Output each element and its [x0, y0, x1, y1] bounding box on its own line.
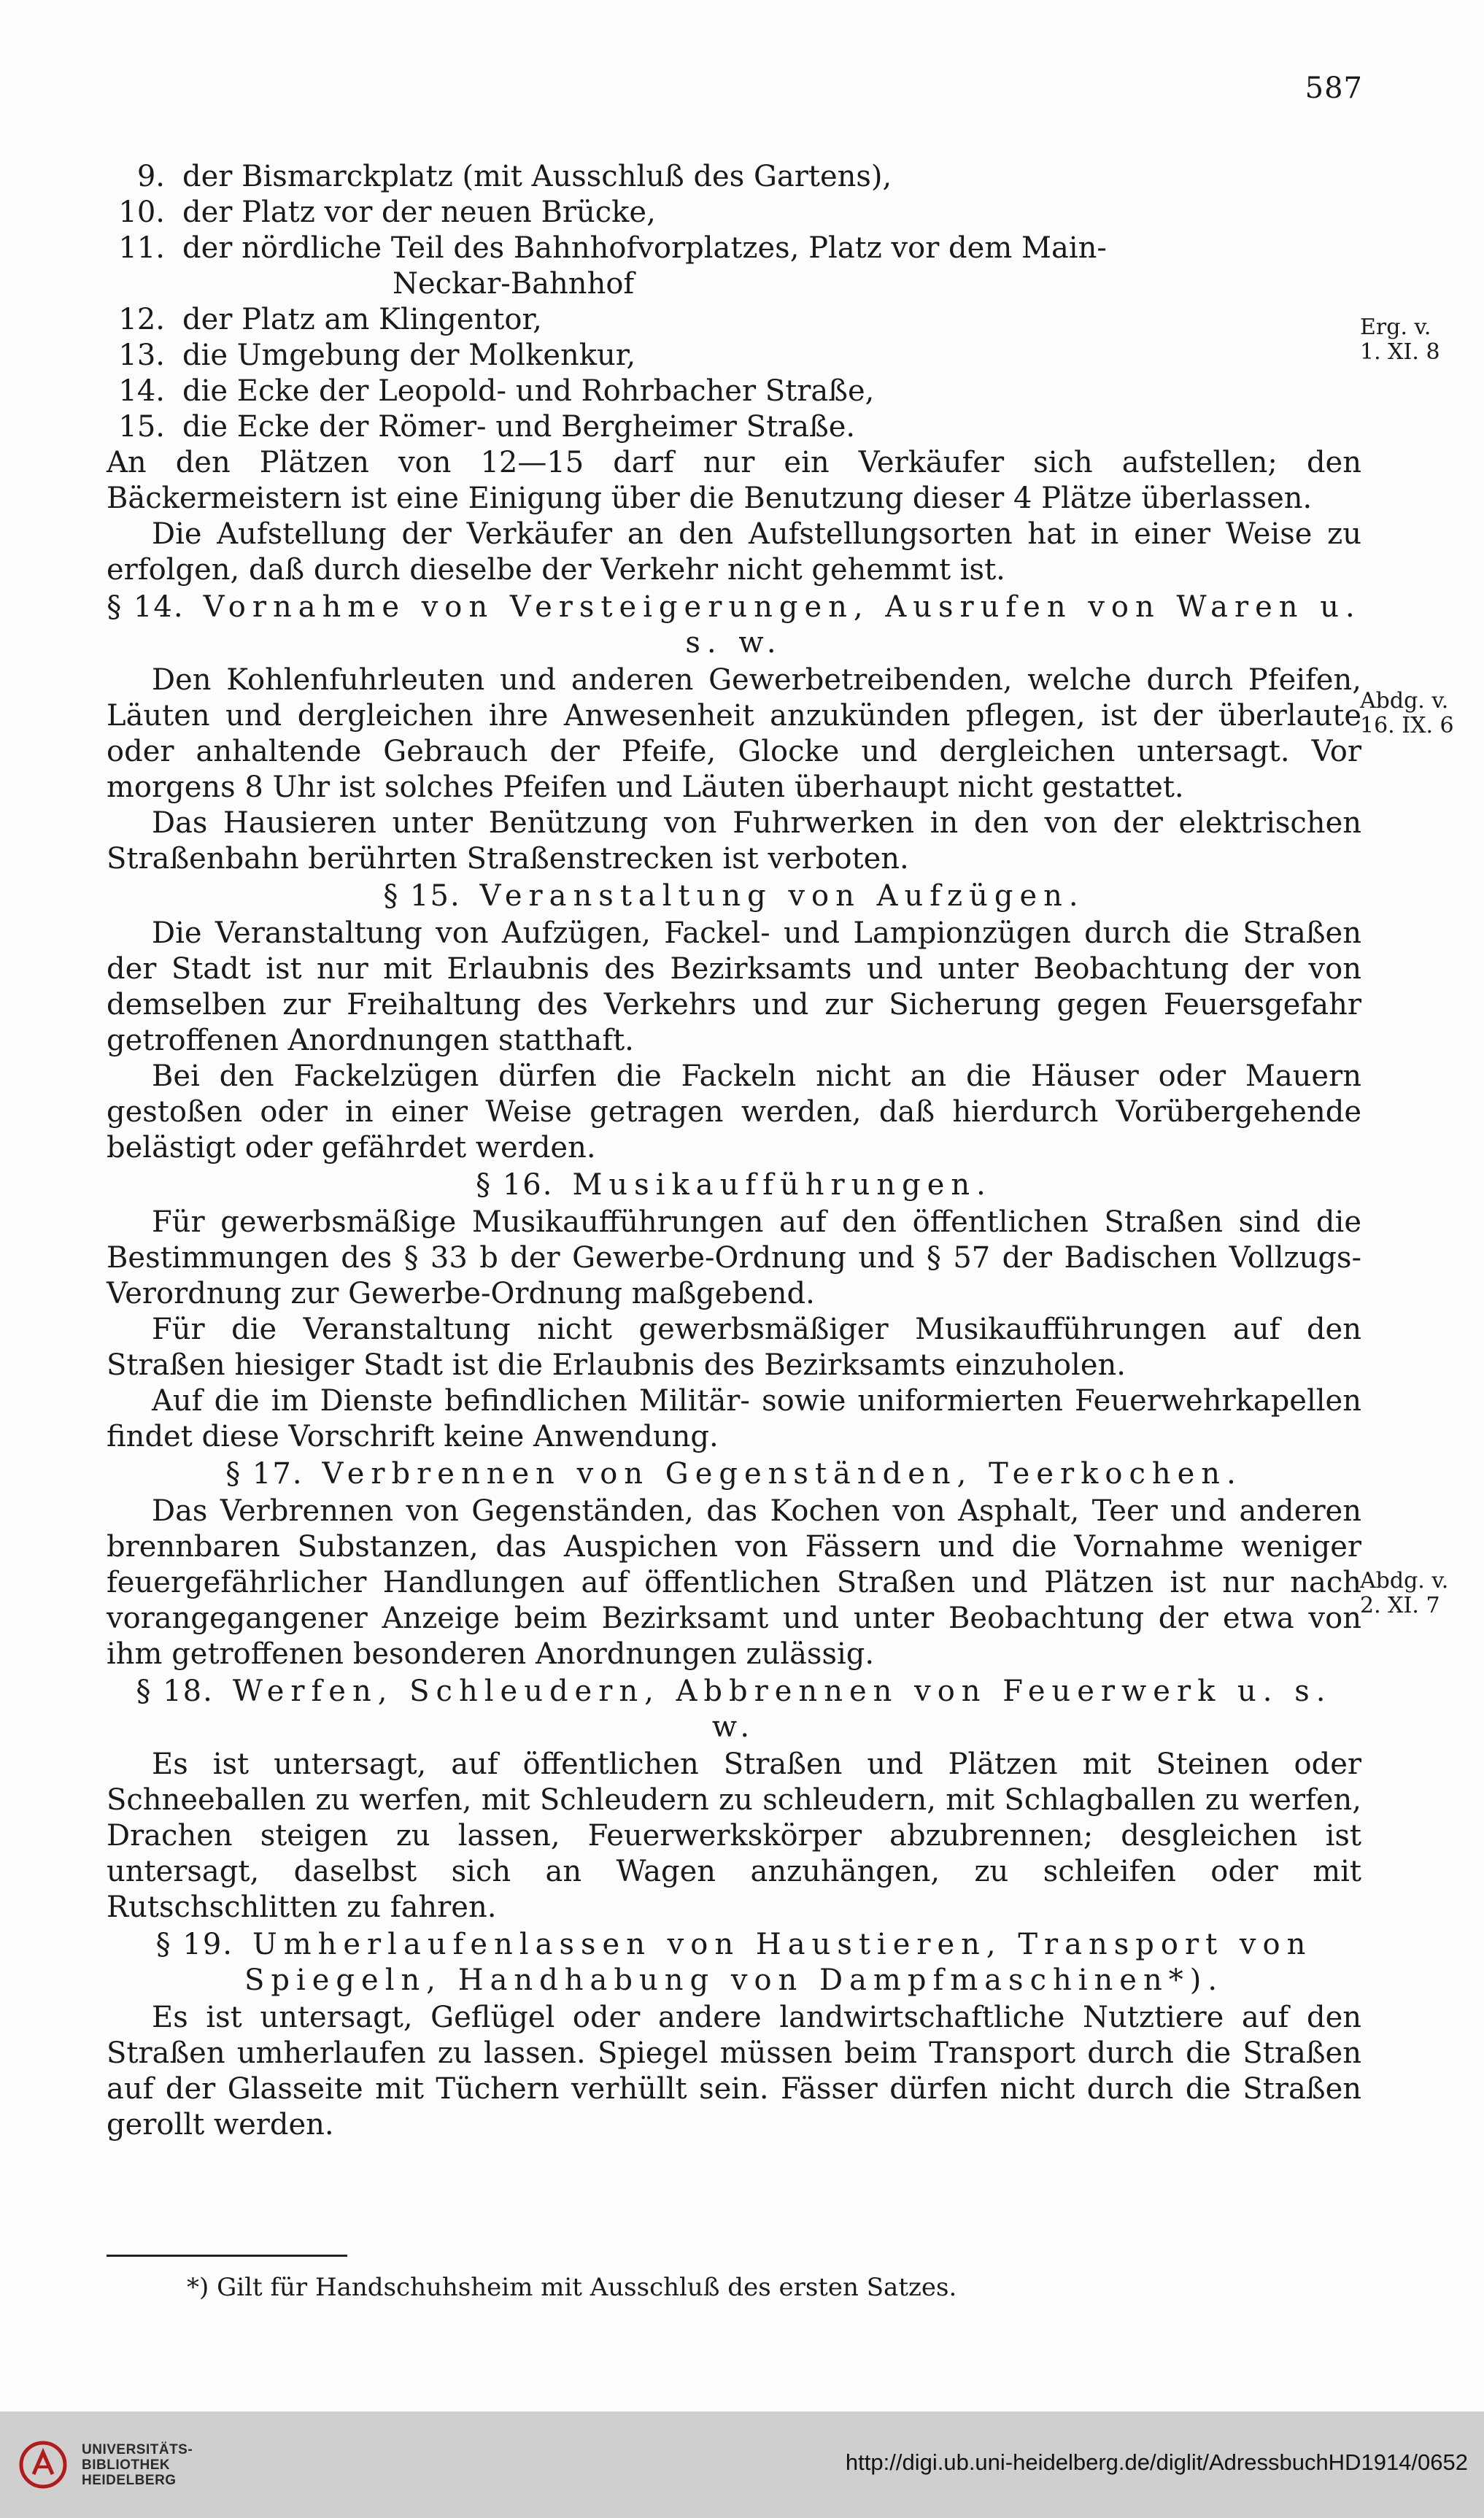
section-title: Verbrennen von Gegenständen, Teerkochen.: [322, 1457, 1243, 1491]
item-number: 9.: [136, 160, 165, 193]
paragraph: Das Hausieren unter Benützung von Fuhrwerken in den von der elektrischen Straßenbahn berührten Straßenstrecken ist verboten.: [107, 806, 1361, 876]
institution-name: [82, 2442, 193, 2488]
section-heading: [107, 878, 1361, 914]
section-heading: [107, 1167, 1361, 1203]
paragraph: Bei den Fackelzügen dürfen die Fackeln nicht an die Häuser oder Mauern gestoßen oder in einer Weise getragen werden, daß hierdurch Vorübergehende belästigt oder gefährdet werden.: [107, 1059, 1361, 1165]
paragraph: Für die Veranstaltung nicht gewerbsmäßiger Musikaufführungen auf den Straßen hiesiger Stadt ist die Erlaubnis des Bezirksamts einzuholen.: [107, 1313, 1361, 1382]
paragraph: An den Plätzen von 12—15 darf nur ein Verkäufer sich aufstellen; den Bäckermeistern ist eine Einigung über die Benutzung dieser 4 Plätze überlassen.: [107, 446, 1361, 515]
section-heading: [107, 1927, 1361, 1998]
institution-line: BIBLIOTHEK: [82, 2457, 171, 2473]
list-item-continuation: [107, 266, 1361, 302]
item-text: die Umgebung der Molkenkur,: [182, 339, 636, 372]
institution-line: HEIDELBERG: [82, 2473, 177, 2488]
margin-note: [1360, 689, 1469, 738]
viewer-footer: [0, 2411, 1484, 2518]
paragraph: Für gewerbsmäßige Musikaufführungen auf den öffentlichen Straßen sind die Bestimmungen des § 33 b der Gewerbe-Ordnung und § 57 der Badischen Vollzugs-Verordnung zur Gewerbe-Ordnung maßgebend.: [107, 1205, 1361, 1310]
section-number: § 15.: [383, 879, 461, 913]
item-number: 14.: [118, 374, 165, 408]
section-number: § 14.: [107, 590, 185, 624]
list-item: [107, 409, 1361, 445]
section-title: Vornahme von Versteigerungen, Ausrufen von Waren u. s. w.: [203, 590, 1361, 660]
item-number: 11.: [118, 231, 165, 265]
item-number: 13.: [118, 339, 165, 372]
list-item: [107, 338, 1361, 374]
margin-note-line: Erg. v.: [1360, 314, 1431, 340]
list-item: [107, 302, 1361, 338]
paragraph: Auf die im Dienste befindlichen Militär- sowie uniformierten Feuerwehrkapellen findet diese Vorschrift keine Anwendung.: [107, 1384, 1361, 1453]
library-seal-icon: [19, 2441, 67, 2489]
section-heading: [107, 590, 1361, 661]
item-text-continuation: Neckar-Bahnhof: [393, 267, 635, 301]
paragraph: Es ist untersagt, Geflügel oder andere landwirtschaftliche Nutztiere auf den Straßen umherlaufen zu lassen. Spiegel müssen beim Transport durch die Straßen auf der Glasseite mit Tüchern verhüllt sein. Fässer dürfen nicht durch die Straßen gerollt werden.: [107, 2001, 1361, 2142]
section-title: Umherlaufenlassen von Haustieren, Transport von Spiegeln, Handhabung von Dampfmaschinen*).: [244, 1928, 1313, 1997]
item-text: die Ecke der Leopold- und Rohrbacher Straße,: [182, 374, 875, 408]
margin-note: [1360, 315, 1469, 365]
numbered-list: [107, 159, 1361, 445]
item-number: 15.: [118, 410, 165, 444]
list-item: [107, 231, 1361, 266]
list-item: [107, 159, 1361, 195]
section-title: Werfen, Schleudern, Abbrennen von Feuerwerk u. s. w.: [232, 1675, 1332, 1744]
item-text: der Platz vor der neuen Brücke,: [182, 196, 656, 229]
section-heading: [107, 1456, 1361, 1492]
margin-note-line: 1. XI. 8: [1360, 339, 1440, 365]
text-column: [107, 159, 1361, 2143]
list-item: [107, 195, 1361, 231]
item-text: der nördliche Teil des Bahnhofvorplatzes, Platz vor dem Main-: [182, 231, 1107, 265]
margin-note-line: Abdg. v.: [1360, 1568, 1449, 1594]
item-text: die Ecke der Römer- und Bergheimer Straße.: [182, 410, 856, 444]
item-number: 10.: [118, 196, 165, 229]
margin-note: [1360, 1569, 1469, 1618]
margin-note-line: 2. XI. 7: [1360, 1593, 1440, 1618]
list-item: [107, 374, 1361, 409]
item-text: der Platz am Klingentor,: [182, 303, 542, 336]
paragraph: Die Veranstaltung von Aufzügen, Fackel- und Lampionzügen durch die Straßen der Stadt ist nur mit Erlaubnis des Bezirksamts und unter Beobachtung der von demselben zur Freihaltung des Verkehrs und zur Sicherung gegen Feuersgefahr getroffenen Anordnungen statthaft.: [107, 916, 1361, 1057]
section-number: § 19.: [155, 1928, 233, 1961]
paragraph: Das Verbrennen von Gegenständen, das Kochen von Asphalt, Teer und anderen brennbaren Substanzen, das Auspichen von Fässern und die Vornahme weniger feuergefährlicher Handlungen auf öffentlichen Straßen und Plätzen ist nur nach vorangegangener Anzeige beim Bezirksamt und unter Beobachtung der etwa von ihm getroffenen besonderen Anordnungen zulässig.: [107, 1494, 1361, 1671]
section-heading: [107, 1674, 1361, 1745]
section-number: § 18.: [136, 1675, 214, 1708]
item-text: der Bismarckplatz (mit Ausschluß des Gartens),: [182, 160, 892, 193]
margin-note-line: 16. IX. 6: [1360, 713, 1454, 738]
page-number: 587: [1305, 72, 1363, 105]
institution-line: UNIVERSITÄTS-: [82, 2442, 193, 2457]
paragraph: Die Aufstellung der Verkäufer an den Aufstellungsorten hat in einer Weise zu erfolgen, daß durch dieselbe der Verkehr nicht gehemmt ist.: [107, 517, 1361, 587]
source-url-link[interactable]: http://digi.ub.uni-heidelberg.de/diglit/AdressbuchHD1914/0652: [845, 2449, 1468, 2475]
section-number: § 16.: [476, 1168, 554, 1202]
section-number: § 17.: [225, 1457, 304, 1491]
footnote: *) Gilt für Handschuhsheim mit Ausschluß des ersten Satzes.: [187, 2273, 957, 2302]
margin-note-line: Abdg. v.: [1360, 688, 1449, 714]
section-title: Musikaufführungen.: [572, 1168, 992, 1202]
paragraph: Den Kohlenfuhrleuten und anderen Gewerbetreibenden, welche durch Pfeifen, Läuten und dergleichen ihre Anwesenheit anzukünden pflegen, ist der überlaute oder anhaltende Gebrauch der Pfeife, Glocke und dergleichen untersagt. Vor morgens 8 Uhr ist solches Pfeifen und Läuten überhaupt nicht gestattet.: [107, 663, 1361, 804]
paragraph: Es ist untersagt, auf öffentlichen Straßen und Plätzen mit Steinen oder Schneeballen zu werfen, mit Schleudern zu schleudern, mit Schlagballen zu werfen, Drachen steigen zu lassen, Feuerwerkskörper abzubrennen; desgleichen ist untersagt, daselbst sich an Wagen anzuhängen, zu schleifen oder mit Rutschschlitten zu fahren.: [107, 1747, 1361, 1924]
section-title: Veranstaltung von Aufzügen.: [479, 879, 1085, 913]
item-number: 12.: [118, 303, 165, 336]
footnote-rule: [107, 2255, 347, 2257]
